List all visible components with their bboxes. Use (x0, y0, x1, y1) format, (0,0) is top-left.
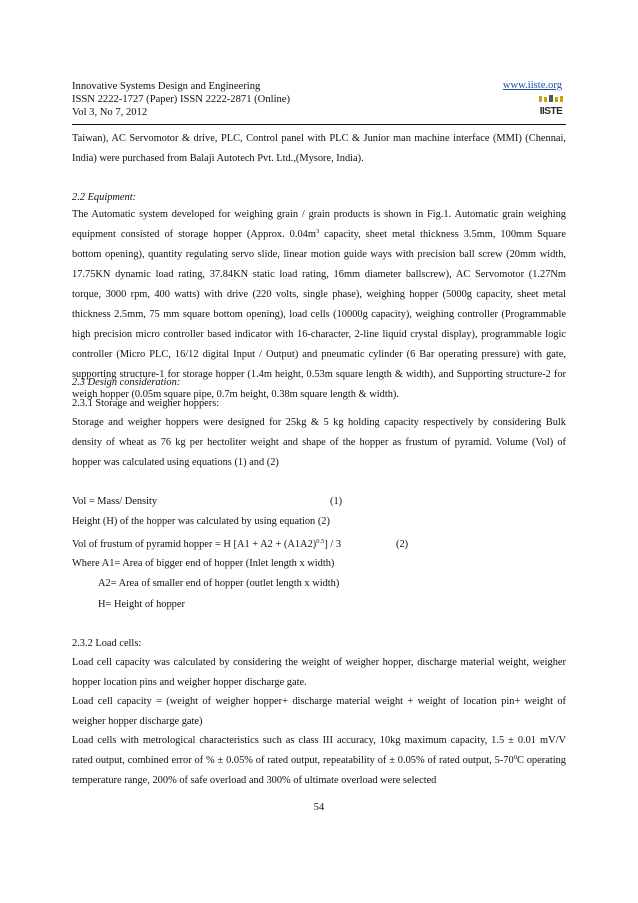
hoppers-paragraph: Storage and weigher hoppers were designed for 25kg & 5 kg holding capacity respectively by considering Bulk density of wheat as 76 kg per hectoliter weight and shape of the hopper as frustum of pyramid. Volume (Vol) of hopper was calculated using equations (1) and (2) (72, 417, 566, 468)
height-text: Height (H) of the hopper was calculated by using equation (2) (72, 516, 330, 527)
equation-1: Vol = Mass/ Density (72, 496, 158, 507)
where-a2: A2= Area of smaller end of hopper (outlet length x width) (98, 578, 340, 589)
subsection-heading-load-cells: 2.3.2 Load cells: (72, 638, 142, 649)
superscript: 0.5 (316, 538, 325, 545)
journal-title: Innovative Systems Design and Engineering (72, 81, 261, 92)
iiste-logo (537, 95, 565, 116)
journal-url-link[interactable]: www.iiste.org (502, 80, 562, 91)
journal-header (72, 80, 290, 119)
load-cells-paragraph-3: Load cells with metrological characteristics such as class III accuracy, 10kg maximum capacity, 1.5 ± 0.01 mV/V rated output, combined error of % ± 0.05% of rated output, repeatability of ± 0.05% of rated output, $5-70^0C$ operating temperature range, 200% of safe overload and 300% of ultimate overload were selected (72, 735, 566, 786)
load-cells-paragraph-1: Load cell capacity was calculated by considering the weight of weigher hopper, discharge material weight, weigher hopper location pins and weigher hopper discharge gate. (72, 657, 566, 688)
where-h: H= Height of hopper (98, 599, 185, 610)
journal-issn: ISSN 2222-1727 (Paper) ISSN 2222-2871 (Online) (72, 94, 291, 105)
svg-text:IISTE: IISTE (539, 106, 563, 116)
equation-1-number: (1) (330, 496, 343, 507)
equation-2-number: (2) (396, 539, 409, 550)
load-cells-paragraph-2: Load cell capacity = (weight of weigher hopper+ discharge material weight + weight of location pin+ weight of weigher hopper discharge gate) (72, 696, 566, 727)
page-number: 54 (313, 802, 325, 813)
superscript: 3 (315, 228, 320, 235)
where-a1: Where A1= Area of bigger end of hopper (Inlet length x width) (72, 558, 335, 569)
equipment-paragraph: The Automatic system developed for weighing grain / grain products is shown in Fig.1. Automatic grain weighing equipment consisted of storage hopper (Approx. $0.04m^3$ capacity, sheet metal thickness 3.5mm, 100mm Square bottom opening), quantity regulating servo slide, linear motion guide ways with precision ball screw (20mm width, 17.75KN dynamic load rating, 37.84KN static load rating, 16mm diameter ballscrew), AC Servomotor (1.27Nm torque, 3000 rpm, 400 watts) with drive (220 volts, single phase), weighing hopper (5000g capacity, sheet metal thickness 2.5mm, 75 mm square bottom opening), load cells (10000g capacity), weighing controller (Programmable high precision micro controller based indicator with 16-character, 2-line liquid crystal display), programmable logic controller (Micro PLC, 16/12 digital Input / Output) and pneumatic cylinder (6 Bar operating pressure) with gate, supporting structure-1 for storage hopper (1.4m height, 0.53m square length & width), and Supporting structure-2 for weigh hopper (0.05m square pipe, 0.7m height, 0.38m square length & width). (72, 209, 566, 400)
section-heading-design: 2.3 Design consideration: (72, 377, 181, 388)
journal-volume: Vol 3, No 7, 2012 (72, 107, 148, 118)
superscript: 0 (513, 754, 517, 761)
equation-2: Vol of frustum of pyramid hopper = H $[A1 + A2 + (A1A2)^{0.5}] / 3$ (72, 538, 342, 550)
subsection-heading-hoppers: 2.3.1 Storage and weigher hoppers: (72, 398, 220, 409)
intro-paragraph: Taiwan), AC Servomotor & drive, PLC, Control panel with PLC & Junior man machine interface (MMI) (Chennai, India) were purchased from Balaji Autotech Pvt. Ltd.,(Mysore, India). (72, 133, 566, 164)
header-rule (72, 124, 566, 125)
section-heading-equipment: 2.2 Equipment: (72, 192, 137, 203)
